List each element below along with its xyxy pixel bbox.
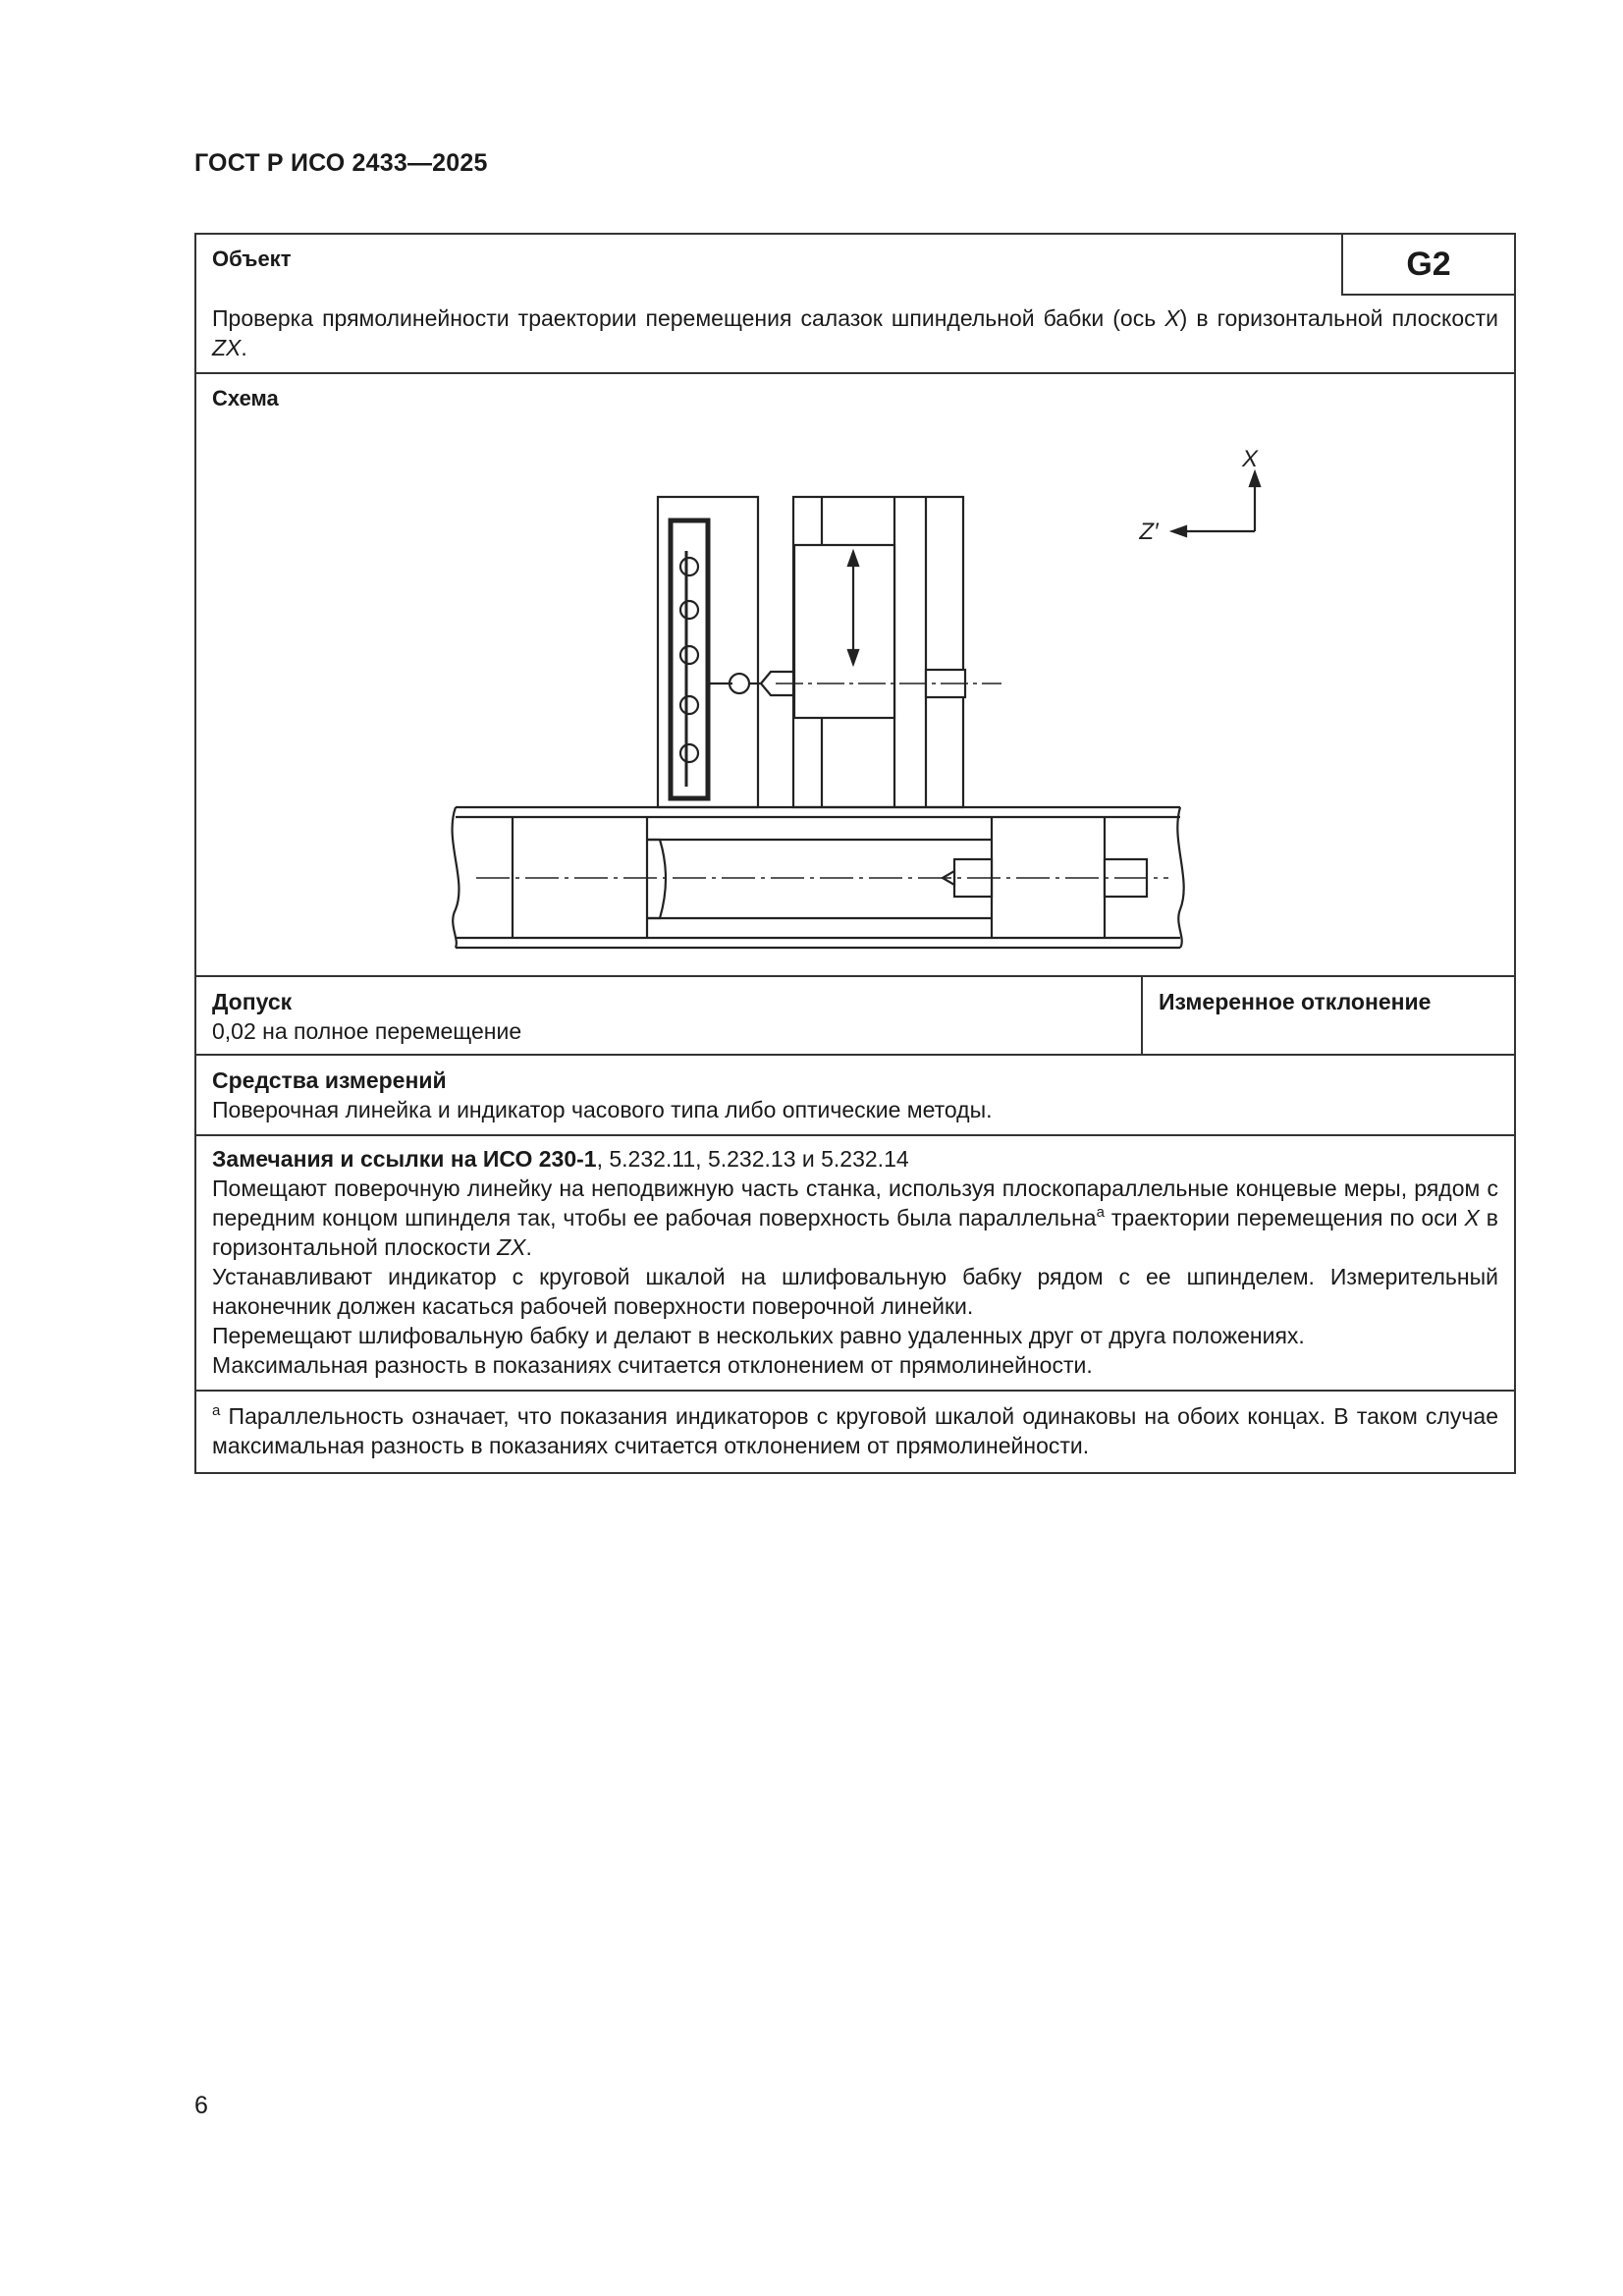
gauge-block: [680, 646, 698, 664]
object-text-part: Проверка прямолинейности траектории перемещения салазок шпиндельной бабки (ось: [212, 305, 1165, 331]
object-header: [196, 235, 1514, 296]
gauge-block: [680, 601, 698, 619]
table-end-left: [647, 840, 666, 918]
footnote-section: [196, 1392, 1514, 1472]
test-code: G2: [1341, 235, 1514, 296]
object-section: [196, 235, 1514, 374]
notes-text: траектории перемещения по оси: [1104, 1205, 1465, 1230]
plane-name: ZX: [497, 1234, 526, 1260]
notes-paragraph: [212, 1174, 1498, 1262]
instruments-text: Поверочная линейка и индикатор часового типа либо оптические методы.: [212, 1097, 993, 1122]
test-sheet-table: [194, 233, 1516, 1474]
bed-break-right: [1177, 807, 1183, 948]
schema-section: [196, 374, 1514, 977]
notes-paragraph: Устанавливают индикатор с круговой шкалой на шлифовальную бабку рядом с ее шпинделем. Измерительный наконечник должен касаться рабочей поверхности поверочной линейки.: [212, 1264, 1498, 1319]
gauge-block: [680, 744, 698, 762]
tolerance-cell: [196, 977, 1141, 1054]
tolerance-section: [196, 977, 1514, 1056]
instruments-section: [196, 1056, 1514, 1136]
footnote-mark: a: [212, 1402, 221, 1419]
plane-name: ZX: [212, 335, 242, 360]
notes-text: Помещают поверочную линейку на неподвижную часть станка, используя плоскопараллельные концевые меры, рядом с передним концом шпинделя так, чтобы ее рабочая поверхность была параллельна: [212, 1175, 1498, 1230]
notes-refs: , 5.232.11, 5.232.13 и 5.232.14: [596, 1146, 909, 1172]
notes-section: [196, 1136, 1514, 1392]
z-axis-label: Z′: [1139, 519, 1159, 545]
gauge-block: [680, 696, 698, 714]
wheelhead-slide: [794, 545, 894, 718]
schema-label: Схема: [212, 386, 279, 410]
object-text-part: ) в горизонтальной плоскости: [1179, 305, 1498, 331]
footnote-text: Параллельность означает, что показания индикаторов с круговой шкалой одинаковы на обоих концах. В таком случае максимальная разность в показаниях считается отклонением от прямолинейности.: [212, 1403, 1498, 1458]
notes-text: .: [525, 1234, 532, 1260]
measured-deviation-label: Измеренное отклонение: [1141, 977, 1514, 1054]
gauge-block: [680, 558, 698, 575]
straight-edge: [671, 520, 708, 798]
bed-break-left: [453, 807, 460, 948]
notes-text: в горизонтальной плоскости: [212, 1205, 1499, 1260]
notes-label: Замечания и ссылки на ИСО 230-1: [212, 1146, 597, 1172]
footnote-ref: a: [1096, 1204, 1105, 1221]
notes-paragraph: Перемещают шлифовальную бабку и делают в нескольких равно удаленных друг от друга положениях.: [212, 1323, 1305, 1348]
document-header: ГОСТ Р ИСО 2433—2025: [194, 149, 488, 177]
tolerance-value: 0,02 на полное перемещение: [212, 1018, 522, 1044]
notes-heading: [212, 1144, 1498, 1174]
page-number: 6: [194, 2092, 208, 2119]
x-axis-label: X: [1241, 446, 1259, 472]
axis-name: X: [1164, 305, 1180, 331]
machine-diagram: [196, 374, 1514, 975]
object-label: Объект: [212, 246, 292, 271]
tolerance-label: Допуск: [212, 989, 293, 1014]
object-description: [196, 296, 1514, 372]
object-text-part: .: [241, 335, 247, 360]
axis-name: X: [1464, 1205, 1480, 1230]
instruments-label: Средства измерений: [212, 1067, 447, 1093]
notes-paragraph: Максимальная разность в показаниях считается отклонением от прямолинейности.: [212, 1352, 1093, 1378]
